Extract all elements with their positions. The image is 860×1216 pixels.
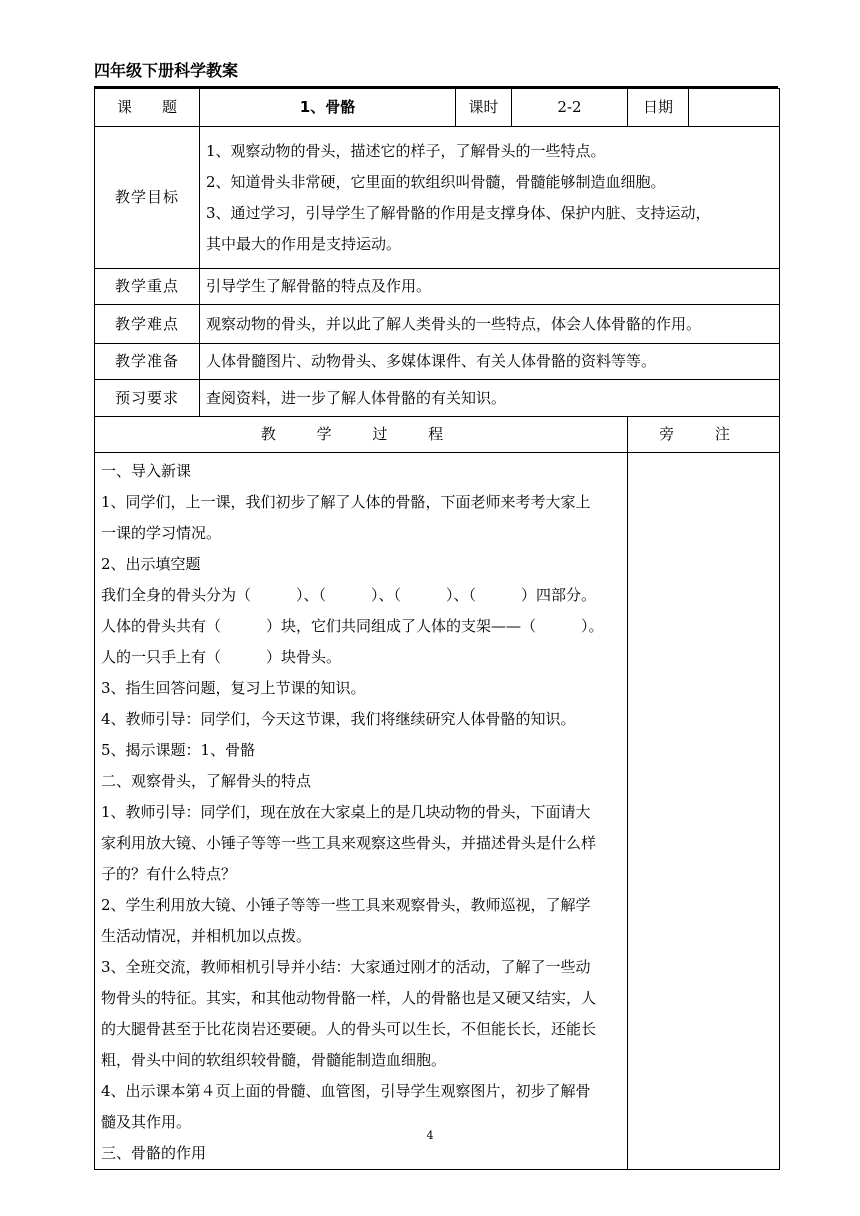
process-line: 一、导入新课	[101, 462, 192, 480]
process-header: 教 学 过 程	[95, 417, 628, 453]
process-line: 家利用放大镜、小锤子等等一些工具来观察这些骨头，并描述骨头是什么样	[101, 834, 597, 852]
process-line: 4、出示课本第４页上面的骨髓、血管图，引导学生观察图片，初步了解骨	[101, 1082, 591, 1100]
topic-label: 课 题	[95, 89, 200, 127]
process-line: 二、观察骨头，了解骨头的特点	[101, 772, 312, 790]
preparation-label: 教学准备	[95, 344, 200, 380]
preparation-row	[95, 344, 780, 380]
date-label: 日期	[628, 89, 689, 127]
objectives-row	[95, 127, 780, 269]
difficulty-label: 教学难点	[95, 305, 200, 344]
key-point-value: 引导学生了解骨骼的特点及作用。	[200, 269, 780, 305]
objective-line: 2、知道骨头非常硬，它里面的软组织叫骨髓，骨髓能够制造血细胞。	[206, 172, 666, 191]
notes-header: 旁 注	[628, 417, 780, 453]
process-line: 人体的骨头共有（ ）块，它们共同组成了人体的支架——（ ）。	[101, 617, 604, 635]
key-point-row	[95, 269, 780, 305]
process-header-row	[95, 417, 780, 453]
date-value	[689, 89, 780, 127]
process-line: 粗，骨头中间的软组织较骨髓，骨髓能制造血细胞。	[101, 1051, 447, 1069]
objectives-label: 教学目标	[95, 127, 200, 269]
process-line: 3、全班交流，教师相机引导并小结：大家通过刚才的活动，了解了一些动	[101, 958, 591, 976]
process-line: 3、指生回答问题，复习上节课的知识。	[101, 679, 366, 697]
objectives-content	[200, 127, 780, 269]
process-line: 2、学生利用放大镜、小锤子等等一些工具来观察骨头，教师巡视，了解学	[101, 896, 591, 914]
process-line: 子的？有什么特点？	[101, 865, 237, 883]
process-line: 物骨头的特征。其实，和其他动物骨骼一样，人的骨骼也是又硬又结实，人	[101, 989, 597, 1007]
page-number: 4	[426, 1129, 434, 1142]
difficulty-row	[95, 305, 780, 344]
preview-label: 预习要求	[95, 380, 200, 417]
key-point-label: 教学重点	[95, 269, 200, 305]
difficulty-value: 观察动物的骨头，并以此了解人类骨头的一些特点，体会人体骨骼的作用。	[200, 305, 780, 344]
lesson-plan-table	[94, 88, 780, 1170]
process-content	[95, 453, 628, 1170]
preparation-value: 人体骨髓图片、动物骨头、多媒体课件、有关人体骨骼的资料等等。	[200, 344, 780, 380]
process-line: 5、揭示课题：1、骨骼	[101, 741, 256, 759]
process-line: 的大腿骨甚至于比花岗岩还要硬。人的骨头可以生长，不但能长长，还能长	[101, 1020, 597, 1038]
process-line: 1、同学们，上一课，我们初步了解了人体的骨骼，下面老师来考考大家上	[101, 493, 591, 511]
process-line: 三、骨骼的作用	[101, 1144, 207, 1162]
period-label: 课时	[456, 89, 512, 127]
document-title: 四年级下册科学教案	[94, 61, 239, 80]
process-line: 我们全身的骨头分为（ ）、（ ）、（ ）、（ ）四部分。	[101, 586, 597, 604]
process-body-row	[95, 453, 780, 1170]
process-line: 人的一只手上有（ ）块骨头。	[101, 648, 342, 666]
period-value: 2-2	[512, 89, 628, 127]
objective-line: 其中最大的作用是支持运动。	[206, 234, 402, 253]
process-line: 1、教师引导：同学们，现在放在大家桌上的是几块动物的骨头，下面请大	[101, 803, 591, 821]
process-line: 2、出示填空题	[101, 555, 201, 573]
objective-line: 3、通过学习，引导学生了解骨骼的作用是支撑身体、保护内脏、支持运动，	[206, 203, 711, 222]
topic-row	[95, 89, 780, 127]
process-line: 生活动情况，并相机加以点拨。	[101, 927, 312, 945]
process-line: 髓及其作用。	[101, 1113, 192, 1131]
preview-value: 查阅资料，进一步了解人体骨骼的有关知识。	[200, 380, 780, 417]
objective-line: 1、观察动物的骨头，描述它的样子，了解骨头的一些特点。	[206, 141, 606, 160]
notes-column	[628, 453, 780, 1170]
process-line: 一课的学习情况。	[101, 524, 222, 542]
preview-row	[95, 380, 780, 417]
topic-value: 1、骨骼	[200, 89, 456, 127]
process-line: 4、教师引导：同学们，今天这节课，我们将继续研究人体骨骼的知识。	[101, 710, 576, 728]
